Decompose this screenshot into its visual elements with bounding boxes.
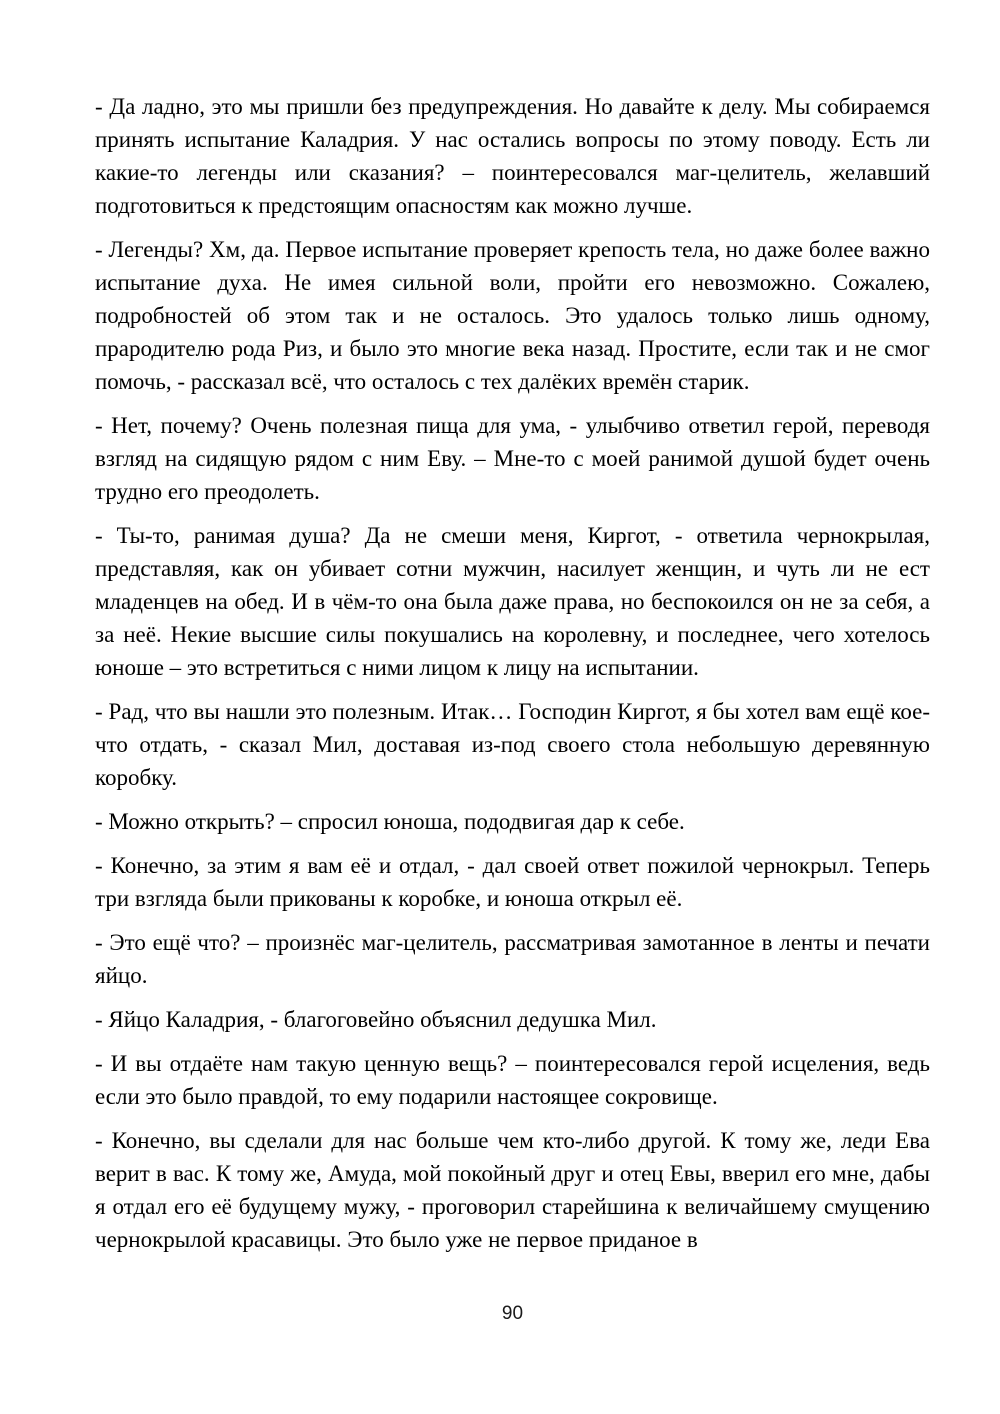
- paragraph: - Конечно, за этим я вам её и отдал, - дал своей ответ пожилой чернокрыл. Теперь три взгляда были прикованы к коробке, и юноша открыл её.: [95, 853, 930, 911]
- paragraph: - Конечно, вы сделали для нас больше чем кто-либо другой. К тому же, леди Ева верит в вас. К тому же, Амуда, мой покойный друг и отец Евы, вверил его мне, дабы я отдал его её будущему мужу, - проговорил старейшина к величайшему смущению чернокрылой красавицы. Это было уже не первое приданое в: [95, 1128, 930, 1252]
- paragraph: - Нет, почему? Очень полезная пища для ума, - улыбчиво ответил герой, переводя взгляд на сидящую рядом с ним Еву. – Мне-то с моей ранимой душой будет очень трудно его преодолеть.: [95, 413, 930, 504]
- paragraph: - Легенды? Хм, да. Первое испытание проверяет крепость тела, но даже более важно испытание духа. Не имея сильной воли, пройти его невозможно. Сожалею, подробностей об этом так и не осталось. Это удалось только лишь одному, прародителю рода Риз, и было это многие века назад. Простите, если так и не смог помочь, - рассказал всё, что осталось с тех далёких времён старик.: [95, 237, 930, 394]
- page-number: 90: [501, 1303, 524, 1324]
- paragraph: - И вы отдаёте нам такую ценную вещь? – поинтересовался герой исцеления, ведь если это было правдой, то ему подарили настоящее сокровище.: [95, 1051, 930, 1109]
- paragraph: - Рад, что вы нашли это полезным. Итак… Господин Киргот, я бы хотел вам ещё кое-что отдать, - сказал Мил, доставая из-под своего стола небольшую деревянную коробку.: [95, 699, 930, 790]
- paragraph: - Можно открыть? – спросил юноша, пододвигая дар к себе.: [95, 809, 685, 834]
- text-block: [95, 90, 930, 1267]
- paragraph: - Да ладно, это мы пришли без предупреждения. Но давайте к делу. Мы собираемся принять испытание Каладрия. У нас остались вопросы по этому поводу. Есть ли какие-то легенды или сказания? – поинтересовался маг-целитель, желавший подготовиться к предстоящим опасностям как можно лучше.: [95, 94, 930, 218]
- paragraph: - Ты-то, ранимая душа? Да не смеши меня, Киргот, - ответила чернокрылая, представляя, как он убивает сотни мужчин, насилует женщин, и чуть ли не ест младенцев на обед. И в чём-то она была даже права, но беспокоился он не за себя, а за неё. Некие высшие силы покушались на королевну, и последнее, чего хотелось юноше – это встретиться с ними лицом к лицу на испытании.: [95, 523, 930, 680]
- paragraph: - Яйцо Каладрия, - благоговейно объяснил дедушка Мил.: [95, 1007, 657, 1032]
- paragraph: - Это ещё что? – произнёс маг-целитель, рассматривая замотанное в ленты и печати яйцо.: [95, 930, 930, 988]
